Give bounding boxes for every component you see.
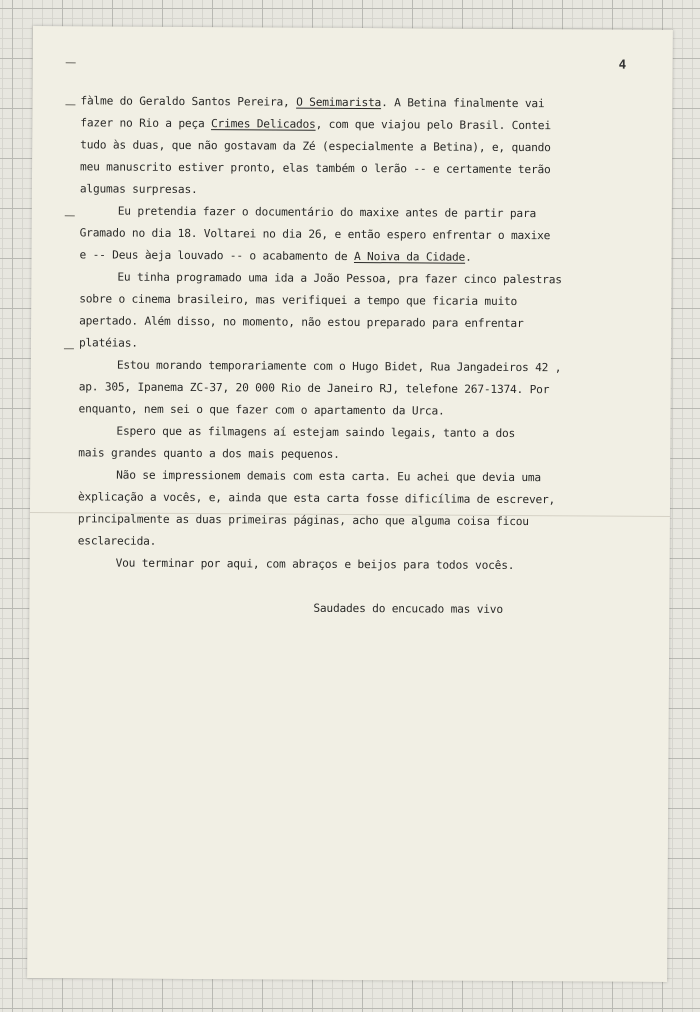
text-line: èxplicação a vocês, e, ainda que esta carta fosse dificílima de escrever, [77, 490, 556, 507]
text-line: esclarecida. [77, 534, 157, 548]
text-line: apertado. Além disso, no momento, não estou preparado para enfrentar [79, 314, 524, 331]
letter-page [27, 26, 673, 982]
play-title: Crimes Delicados [210, 117, 316, 131]
text-line: Não se impressionem demais com esta carta. Eu achei que devia uma [116, 468, 542, 485]
text-line: Eu tinha programado uma ida a João Pessoa, pra fazer cinco palestras [117, 270, 562, 287]
closing-line: Saudades do encucado mas vivo [313, 601, 503, 616]
text-line: Vou terminar por aqui, com abraços e beijos para todos vocês. [115, 556, 515, 573]
text-line: algumas surpresas. [79, 182, 198, 197]
margin-mark [65, 104, 75, 105]
margin-mark [66, 62, 76, 63]
text-line: Estou morando temporariamente com o Hugo Bidet, Rua Jangadeiros 42 , [116, 358, 562, 375]
text-line: mais grandes quanto a dos mais pequenos. [78, 446, 340, 461]
text-line: e -- Deus àeja louvado -- o acabamento de A Noiva da Cidade. [79, 248, 472, 264]
text-line: fàlme do Geraldo Santos Pereira, O Semimarista. A Betina finalmente vai [80, 94, 545, 111]
text-line: ap. 305, Ipanema ZC-37, 20 000 Rio de Janeiro RJ, telefone 267-1374. Por [78, 380, 550, 397]
margin-mark [64, 348, 74, 349]
text-line: fazer no Rio a peça Crimes Delicados, com que viajou pelo Brasil. Contei [80, 116, 551, 133]
film-title: A Noiva da Cidade [353, 250, 466, 264]
text-line: Gramado no dia 18. Voltarei no dia 26, e então espero enfrentar o maxixe [79, 226, 551, 243]
text-line: principalmente as duas primeiras páginas, acho que alguma coisa ficou [77, 512, 529, 529]
text-line: Espero que as filmagens aí estejam saindo legais, tanto a dos [116, 424, 516, 441]
margin-mark [65, 215, 75, 216]
letter-body [77, 90, 660, 622]
text-line: Eu pretendia fazer o documentário do maxixe antes de partir para [117, 204, 537, 221]
film-title: O Semimarista [296, 95, 382, 110]
text-line: platéias. [78, 336, 138, 350]
text-line: sobre o cinema brasileiro, mas verifiquei a tempo que ficaria muito [79, 292, 518, 309]
text-line: enquanto, nem sei o que fazer com o apartamento da Urca. [78, 402, 445, 418]
text-line: tudo às duas, que não gostavam da Zé (especialmente a Betina), e, quando [80, 138, 551, 155]
page-number: 4 [618, 56, 627, 72]
text-line: meu manuscrito estiver pronto, elas também o lerão -- e certamente terão [80, 160, 551, 177]
